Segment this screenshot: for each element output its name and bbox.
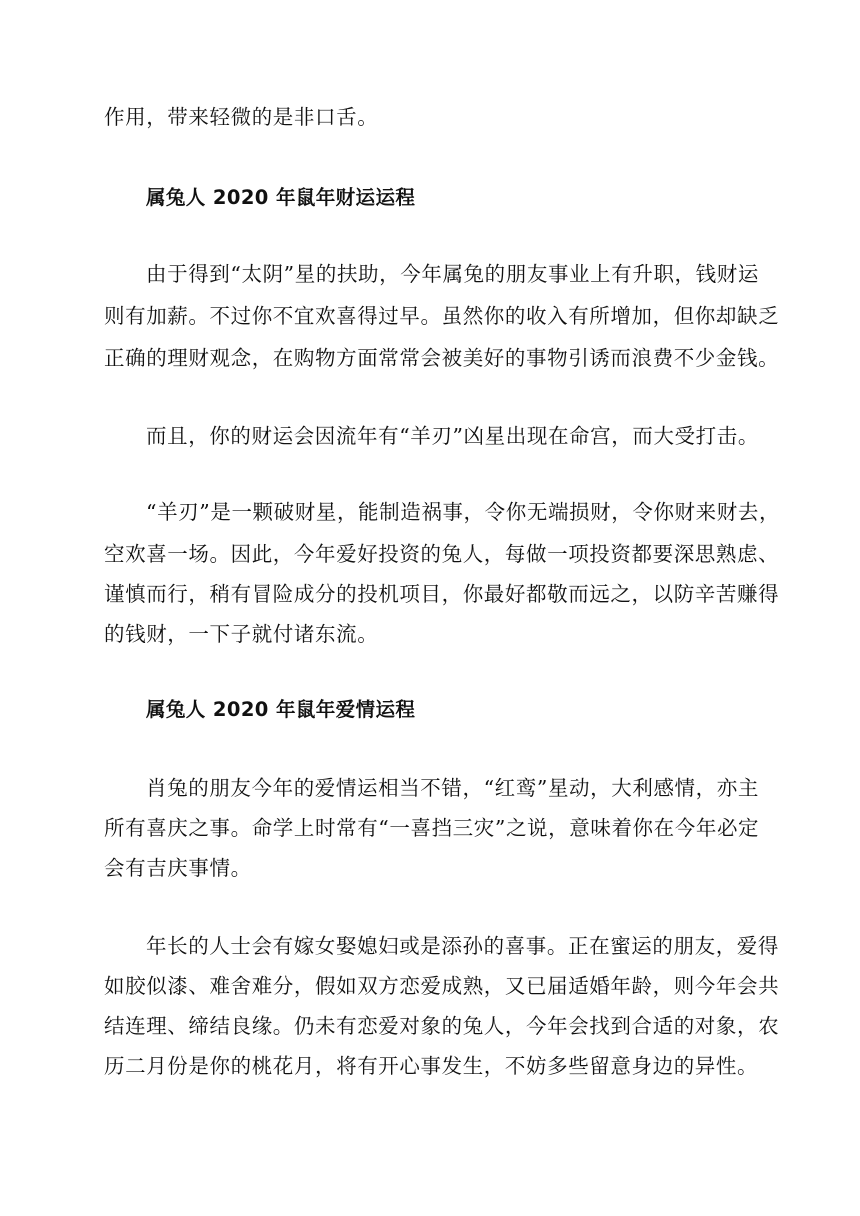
paragraph-line: 的钱财，一下子就付诸东流。 — [104, 622, 379, 646]
paragraph-line: 正确的理财观念，在购物方面常常会被美好的事物引诱而浪费不少金钱。 — [104, 346, 780, 370]
paragraph-line: “羊刃”是一颗破财星，能制造祸事，令你无端损财，令你财来财去， — [146, 500, 781, 524]
paragraph-line: 作用，带来轻微的是非口舌。 — [104, 105, 379, 129]
paragraph-line: 谨慎而行，稍有冒险成分的投机项目，你最好都敬而远之，以防辛苦赚得 — [104, 582, 780, 606]
paragraph-line: 会有吉庆事情。 — [104, 856, 252, 880]
paragraph-line: 空欢喜一场。因此，今年爱好投资的兔人，每做一项投资都要深思熟虑、 — [104, 542, 780, 566]
paragraph-line: 所有喜庆之事。命学上时常有“一喜挡三灾”之说，意味着你在今年必定 — [104, 816, 760, 840]
paragraph-line: 由于得到“太阴”星的扶助，今年属兔的朋友事业上有升职，钱财运 — [146, 262, 759, 286]
paragraph-line: 结连理、缔结良缘。仍未有恋爱对象的兔人，今年会找到合适的对象，农 — [104, 1014, 780, 1038]
section-heading-love: 属兔人 2020 年鼠年爱情运程 — [146, 698, 416, 721]
paragraph-line: 则有加薪。不过你不宜欢喜得过早。虽然你的收入有所增加，但你却缺乏 — [104, 304, 780, 328]
paragraph-line: 如胶似漆、难舍难分，假如双方恋爱成熟，又已届适婚年龄，则今年会共 — [104, 974, 780, 998]
paragraph-line: 年长的人士会有嫁女娶媳妇或是添孙的喜事。正在蜜运的朋友，爱得 — [146, 934, 779, 958]
paragraph-line: 肖兔的朋友今年的爱情运相当不错，“红鸾”星动，大利感情，亦主 — [146, 776, 759, 800]
section-heading-wealth: 属兔人 2020 年鼠年财运运程 — [146, 186, 416, 209]
paragraph-line: 而且，你的财运会因流年有“羊刃”凶星出现在命宫，而大受打击。 — [146, 424, 759, 448]
paragraph-line: 历二月份是你的桃花月，将有开心事发生，不妨多些留意身边的异性。 — [104, 1054, 759, 1078]
